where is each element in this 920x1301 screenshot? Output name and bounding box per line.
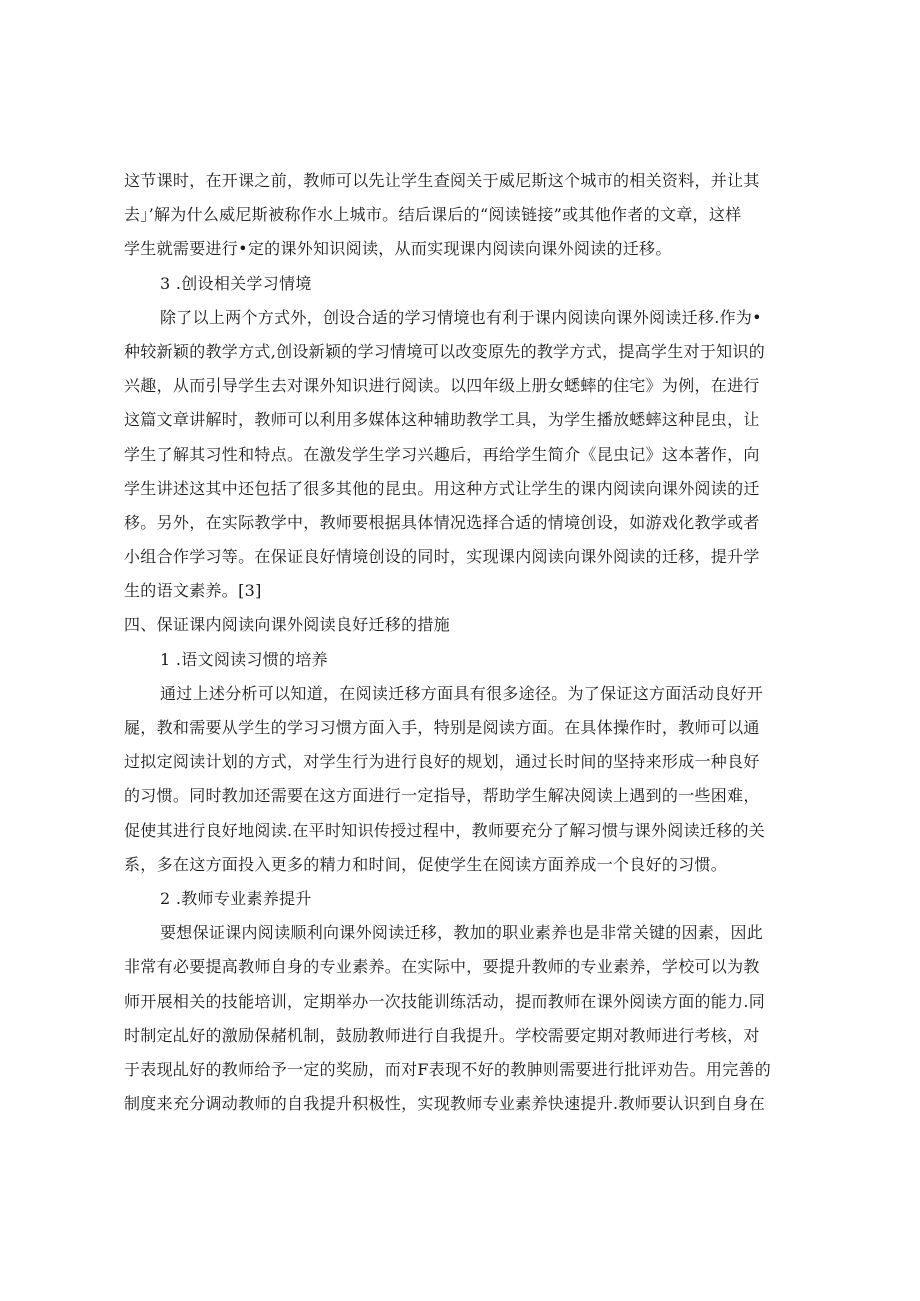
paragraph-line: 种较新颖的教学方式,创设新颖的学习情境可以改变原先的教学方式，提高学生对于知识的	[124, 341, 766, 361]
paragraph-line: 移。另外，在实际教学中，教师要根据具体情况选择合适的情境创设，如游戏化教学或者	[124, 512, 760, 532]
paragraph-line: 学生讲述这其中还包括了很多其他的昆虫。用这种方式让学生的课内阅读向课外阅读的迁	[124, 478, 760, 498]
paragraph-line: 学生了解其习性和特点。在激发学生学习兴趣后，再给学生简介《昆虫记》这本著作，向	[124, 444, 760, 464]
section-heading-1: 1 .语文阅读习惯的培养	[160, 649, 328, 669]
paragraph-line: 时制定乩好的激励保赭机制，鼓励教师进行自我提升。学校需要定期对教师进行考核，对	[124, 1025, 760, 1045]
paragraph-line: 小组合作学习等。在保证良好情境创设的同时，实现课内阅读向课外阅读的迁移，提升学	[124, 547, 760, 567]
paragraph-line: 于表现乩好的教师给予一定的奖励，而对F表现不好的教胂则需要进行批评劝告。用完善的	[124, 1059, 772, 1079]
paragraph-line: 的习惯。同时教加还需要在这方面进行一定指导，帮助学生解决阅读上遇到的一些困难，	[124, 786, 760, 806]
paragraph-line: 去」’解为什么威尼斯被称作水上城市。结后课后的“阅读链接”或其他作者的文章，这样	[124, 205, 742, 225]
paragraph-line: 制度来充分调动教师的自我提升积极性，实现教师专业素养快速提升.教师要认识到自身在	[124, 1094, 766, 1114]
paragraph-line: 学生就需要进行•定的课外知识阅读，从而实现课内阅读向课外阅读的迁移。	[124, 239, 672, 259]
paragraph-line: 生的语文素养。[3]	[124, 581, 262, 601]
paragraph-line: 促使其进行良好地阅读.在平时知识传授过程中，教师要充分了解习惯与课外阅读迁移的关	[124, 820, 766, 840]
chapter-heading-4: 四、保证课内阅读向课外阅读良好迁移的措施	[124, 615, 451, 635]
document-body	[124, 164, 798, 1121]
paragraph-line: 师开展相关的技能培训，定期举办一次技能训练活动，提而教师在课外阅读方面的能力.同	[124, 991, 766, 1011]
paragraph-line: 屣，教和需要从学生的学习习惯方面入手，特别是阅读方面。在具体操作时，教师可以通	[124, 718, 760, 737]
paragraph-line: 除了以上两个方式外，创设合适的学习情境也有利于课内阅读向课外阅读迁移.作为•	[160, 307, 762, 327]
paragraph-line: 这节课时，在开课之前，教师可以先让学生查阅关于威尼斯这个城市的相关资料，并让其	[124, 171, 760, 190]
paragraph-line: 兴趣，从而引导学生去对课外知识进行阅读。以四年级上册女蟋蟀的住宅》为例，在进行	[124, 376, 760, 396]
paragraph-line: 这篇文章讲解时，教师可以利用多媒体这种辅助教学工具，为学生播放蟋蟀这种昆虫，让	[124, 410, 760, 430]
paragraph-line: 系，多在这方面投入更多的精力和时间，促使学生在阅读方面养成一个良好的习惯。	[124, 854, 728, 874]
section-heading-2: 2 .教师专业素养提升	[160, 888, 312, 908]
paragraph-line: 通过上述分析可以知道，在阅读迁移方面具有很多途径。为了保证这方面活动良好开	[160, 683, 764, 703]
paragraph-line: 要想保证课内阅读顺利向课外阅读迁移，教加的职业素养也是非常关键的因素，因此	[160, 923, 764, 943]
paragraph-line: 非常有必要提高教师自身的专业素养。在实际中，要提升教师的专业素养，学校可以为教	[124, 957, 760, 977]
paragraph-line: 过拟定阅读计划的方式，对学生行为进行良好的规划，通过长时间的坚持来形成一种良好	[124, 752, 760, 772]
section-heading-3: 3 .创设相关学习情境	[160, 273, 312, 293]
